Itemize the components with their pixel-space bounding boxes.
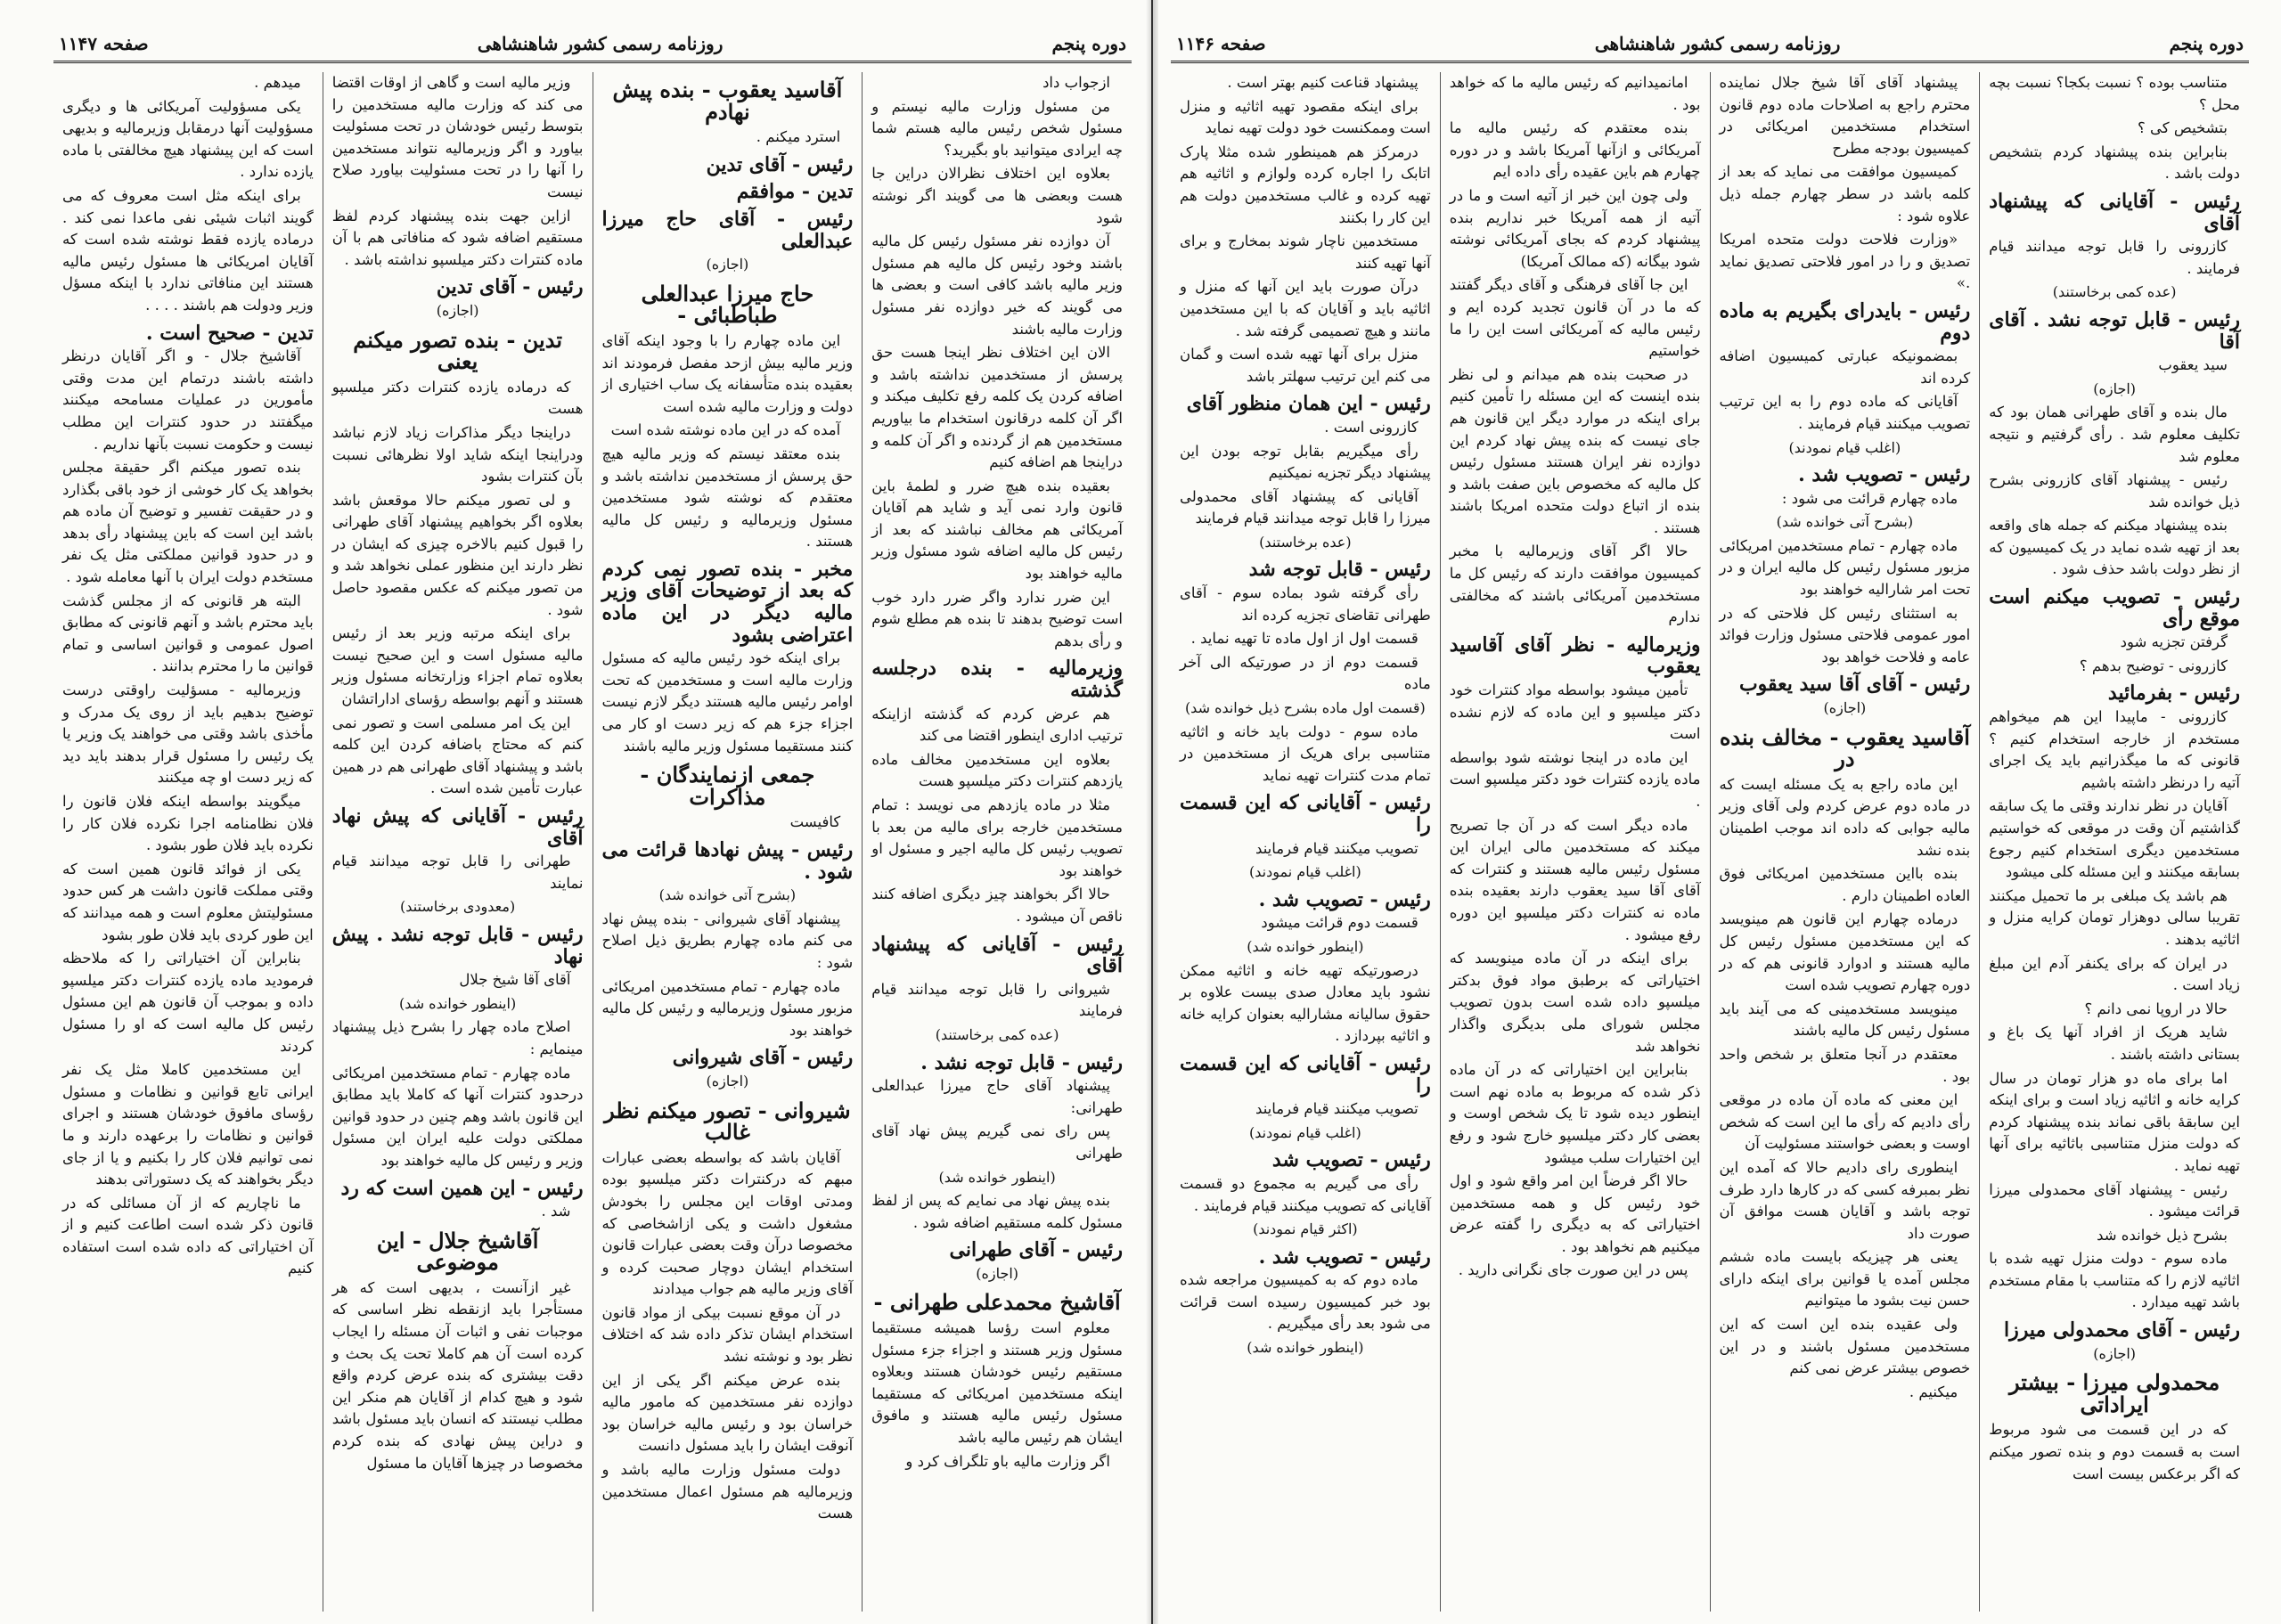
paragraph: منزل برای آنها تهیه شده است و گمان می کنم این ترتیب سهلتر باشد [1180,346,1431,385]
paragraph: البته هر قانونی که از مجلس گذشت باید محترم باشد و آنهم قانونی که مطابق اصول عمومی و قوانین اساسی و تمام قوانین ما را محترم بدانند . [62,592,314,675]
right-page-column [1440,72,1710,1612]
speaker-line: رئیس - قابل توجه نشد . آقای آقا [1989,307,2240,354]
paragraph: این ماده راجع به یک مسئله ایست که در ماده دوم عرض کردم ولی آقای وزیر مالیه جوابی که داده اند موجب اطمینان بنده نشد [1719,775,1971,859]
paragraph: هم باشد یک مبلغی بر ما تحمیل میکنند تقریبا سالی دوهزار تومان کرایه منزل و اثاثیه بدهند . [1989,886,2240,948]
speaker-heading: حاج میرزا عبدالعلی طباطبائی - [641,280,814,329]
speaker-line: رئیس - آقای طهرانی [949,1238,1123,1262]
speaker-line: رئیس - آقایانی که پیشنهاد آقای [1989,189,2240,235]
paragraph: میگویند بواسطه اینکه فلان قانون را فلان نظامنامه اجرا نکرده فلان کار را نکرده باید فلان طور بشود . [62,793,314,854]
paragraph: استرد میکنم . [756,128,841,146]
procedural-note: (اجازه) [706,1072,749,1089]
paragraph: بشرح ذیل خوانده شد [2097,1226,2228,1244]
paragraph: ولی عقیده بنده این است که این مستخدمین مسئول باشند و در این خصوص بیشتر عرض نمی کنم [1719,1316,1971,1377]
paragraph: کازرونی - ماپیدا این هم میخواهم مستخدم از خارجه استخدام کنیم ؟ قانونی که ما میگذرانیم باید یک اجرای آتیه را درنظر داشته باشیم [1989,708,2240,791]
paragraph: ماده دیگر است که در آن جا تصریح میکند که مستخدمین مالی ایران این مسئول رئیس مالیه هستند و کنترات که آقای آقا سید یعقوب دارند بعقیده بنده ماده نه کنترات دکتر میلسپو این دوره رفع میشود . [1449,816,1701,943]
paragraph: به استثنای رئیس کل فلاحتی که در امور عمومی فلاحتی مسئول وزارت فوائد عامه و فلاحت خواهد بود [1719,604,1971,665]
procedural-note: (اینطور خوانده شد) [399,994,517,1012]
speaker-line: وزیرمالیه - بنده درجلسه گذشته [871,657,1123,703]
right-page-number: صفحه ۱۱۴۶ [1176,33,1266,54]
paragraph: درماده چهارم این قانون هم مینویسد که این مستخدمین مسئول رئیس کل مالیه هستند و ادوارد قانونی هم که در دوره چهارم تصویب شده است [1719,910,1971,994]
right-running-header [1171,30,2249,63]
paragraph: کمیسیون موافقت می نماید که بعد از کلمه باشد در سطر چهارم جمله ذیل علاوه شود : [1719,163,1971,224]
procedural-note: (اغلب قیام نمودند) [1249,863,1361,881]
procedural-note: (اینطور خوانده شد) [938,1168,1056,1186]
paragraph: آمده که در این ماده نوشته شده است [610,421,841,439]
speaker-heading: شیروانی - تصور میکنم نظر غالب [604,1097,851,1146]
paragraph: بنده پیشنهاد میکنم که جمله های واقعه بعد از تهیه شده نماید در یک کمیسیون که از نظر دولت باشد حذف شود . [1989,517,2240,578]
procedural-note: (بشرح آتی خوانده شد) [1776,513,1914,531]
paragraph: تأمین میشود بواسطه مواد کنترات خود دکتر میلسپو و این ماده که لازم نشده است [1449,681,1701,743]
paragraph: ماده چهارم - تمام مستخدمین امریکائی مزبور مسئول رئیس کل مالیه ایران و در تحت امر شارالیه خواهند بود [1719,536,1971,599]
paragraph: پیشنهاد آقای شیروانی - بنده پیش نهاد می کنم ماده چهارم بطریق ذیل اصلاح شود : [601,910,854,971]
paragraph: هم عرض کردم که گذشته ازاینکه ترتیب اداری اینطور اقتضا می کند [871,705,1123,745]
paragraph: بتشخیص کی ؟ [2138,119,2228,137]
speaker-heading: محمدولی میرزا - بیشتر ایراداتی [2009,1369,2220,1417]
paragraph: در صحبت بنده هم میدانم و لی نظر بنده اینست که این مسئله را تأمین کنیم برای اینکه در موارد دیگر این قانون هم جای نیست که بنده پیش نهاد کردم این دوازده نفر ایران هستند مسئول رئیس کل مالیه که مخصوص باین صفت باشد و بنده از اتباع دولت متحده امریکا باشند هستند . [1449,365,1701,536]
speaker-line: رئیس - بایدرای بگیریم به ماده دوم [1719,298,1971,345]
paragraph: متناسب بوده ؟ نسبت بکجا؟ نسبت بچه محل ؟ [1989,74,2240,113]
paragraph: بنده بااین مستخدمین امریکائی فوق العاده اطمینان دارم . [1719,865,1971,904]
procedural-note: (اجازه) [436,301,479,319]
paragraph: معلوم است رؤسا همیشه مستقیما مسئول وزیر هستند و اجزاء جزء مسئول مستقیم رئیس خودشان هستند وبعلاوه اینکه مستخدمین امریکائی که مستقیما مسئول رئیس مالیه هستند و مافوق ایشان هم رئیس مالیه باشد [871,1319,1123,1447]
left-running-header [53,30,1132,63]
paragraph: رأی میگیریم بقابل توجه بودن این پیشنهاد دیگر تجزیه نمیکنیم [1180,442,1431,482]
paragraph: مال بنده و آقای طهرانی همان بود که تکلیف معلوم شد . رأی گرفتیم و نتیجه معلوم شد [1989,404,2240,465]
speaker-line: رئیس - پیش نهادها قرائت می شود . [601,838,854,884]
paragraph: مثلا در ماده یازدهم می نویسد : تمام مستخدمین خارجه برای مالیه من بعد با تصویب رئیس کل مالیه اجیر و مسئول او خواهند بود [871,796,1123,879]
paragraph: رئیس - پیشنهاد آقای کازرونی بشرح ذیل خوانده شد [1989,471,2240,510]
paragraph: برای اینکه مرتبه وزیر بعد از رئیس مالیه مسئول است و این صحیح نیست بعلاوه تمام اجزاء وزارتخانه مسئول وزیر هستند و آنهم بواسطه رؤسای اداراتشان [331,624,584,708]
procedural-note: (اغلب قیام نمودند) [1249,1123,1361,1141]
paragraph: برای اینکه مقصود تهیه اثاثیه و منزل است وممکنست خود دولت تهیه نماید [1180,97,1431,137]
right-journal-title: روزنامه رسمی کشور شاهنشاهی [1594,33,1841,54]
paragraph: این مستخدمین کاملا مثل یک نفر ایرانی تابع قوانین و نظامات و مسئول رؤسای مافوق خودشان هستند و اجرای قوانین و نظامات را برعهده دارند و ما نمی توانیم فلان کار را بکنیم و یا از جای دیگر بخواهند که یک دستوراتی بدهند [62,1061,314,1188]
paragraph: این ماده در اینجا نوشته شود بواسطه ماده یازده کنترات خود دکتر میلسپو است . [1449,748,1701,810]
left-page-column [323,72,593,1612]
paragraph: کازرونی - توضیح بدهم ؟ [2079,657,2228,674]
left-text-columns [53,72,1132,1612]
paragraph: برای اینکه خود رئیس مالیه که مسئول وزارت مالیه است و مستخدمین که تحت اوامر رئیس مالیه هستند دیگر لازم نیست اجزاء جزء هم که زیر دست او کار می کنند مستقیما مسئول وزیر مالیه باشند [601,649,854,755]
paragraph: ماده چهارم - تمام مستخدمین امریکائی درحدود کنترات آنها که کاملا باید مطابق این قانون باشد وهم چنین در حدود قوانین مملکتی دولت علیه ایران این مسئول وزیر و رئیس کل مالیه خواهند بود [331,1064,584,1169]
speaker-heading: آقاسید یعقوب - مخالف بنده در [1719,723,1970,772]
speaker-line: مخبر - بنده تصور نمی کردم که بعد از توضیحات آقای وزیر مالیه دیگر در این ماده اعتراضی بشود [601,557,854,647]
speaker-line: رئیس - آقای آقا سید یعقوب [1738,673,1971,697]
speaker-line: رئیس - قابل توجه نشد . پیش نهاد [331,922,584,968]
left-page-column [593,72,863,1612]
paragraph: ازجواب داد [1042,74,1110,91]
speaker-line: رئیس - این همین است که رد [340,1176,584,1200]
paragraph: ولی چون این خبر از آتیه است و ما در آتیه از همه آمریکا خبر نداریم بنده پیشنهاد کردم که بجای آمریکائی نوشته شود بیگانه (که ممالک آمریکا) [1449,186,1701,270]
paragraph: ماده سوم - دولت منزل تهیه شده با اثاثیه لازم را که متناسب با مقام مستخدم باشد تهیه میدارد . [1989,1250,2240,1311]
paragraph: اصلاح ماده چهار را بشرح ذیل پیشنهاد مینمایم : [331,1018,584,1057]
paragraph: بعلاوه این مستخدمین مخالف ماده یازدهم کنترات دکتر میلسپو هست [871,750,1123,790]
paragraph: بنابراین آن اختیاراتی را که ملاحظه فرمودید ماده یازده کنترات دکتر میلسپو داده و بموجب آن قانون هم این مسئول رئیس کل مالیه است که او را مسئول کردند [62,950,314,1055]
paragraph: آقاشیخ جلال - و اگر آقایان درنظر داشته باشند درتمام این مدت وقتی مأمورین در عملیات مسامحه میکنند میگفتند در حدود کنترات این مطلب نیست و حکومت نسبت بآنها نداریم . [62,347,314,453]
right-page [1151,0,2281,1624]
paragraph: رأی گرفته شود بماده سوم - آقای طهرانی تقاضای تجزیه کرده اند [1180,584,1431,624]
paragraph: قسمت دوم قرائت میشود [1261,914,1418,932]
paragraph: آقایان باشد که بواسطه بعضی عبارات مبهم که درکنترات دکتر میلسپو بوده ومدتی اوقات این مجلس را بخودش مشغول داشت و یکی ازاشخاصی که مخصوصا درآن وقت بعضی عبارات قانون استخدام ایشان دوچار صحبت کرده و آقای وزیر مالیه هم جواب میدادند [601,1148,854,1298]
paragraph: ما ناچاریم که از آن مسائلی که در قانون ذکر شده است اطاعت کنیم و از آن اختیاراتی که داده شده است استفاده کنیم [62,1194,314,1277]
paragraph: یکی از فوائد قانون همین است که وقتی مملکت قانون داشت هر کس حدود مسئولیتش معلوم است و همه میدانند که این طور کردی باید فلان طور بشود [62,860,314,943]
paragraph: الان این اختلاف نظر اینجا هست حق پرسش از مستخدمین نداشته باشد و اضافه کردن یک کلمه رفع تکلیف میکند و اگر آن کلمه درقانون استخدام ما بیاوریم مستخدمین هم از گردنده و اگر آن کلمه و دراینجا هم اضافه کنیم [871,344,1123,471]
paragraph: درمرکز هم همینطور شده مثلا پارک اتابک را اجاره کرده ولوازم و اثاثیه هم تهیه کرده و غالب مستخدمین دولت هم این کار را بکنند [1180,143,1431,226]
paragraph: اما برای ماه دو هزار تومان در سال کرایه خانه و اثاثیه زیاد است و برای اینکه این سابقهٔ باقی نماند بنده پیشنهاد کردم که دولت منزل متناسبی باثاثیه برای آنها تهیه نماید . [1989,1069,2240,1174]
paragraph: آن دوازده نفر مسئول رئیس کل مالیه باشند وخود رئیس کل مالیه هم مسئول وزیر مالیه باشد کافی است و بعضی ها می گویند که خیر دوازده نفر مسئول وزارت مالیه باشند [871,233,1123,338]
paragraph: ماده چهارم - تمام مستخدمین امریکائی مزبور مسئول وزیرمالیه و رئیس کل مالیه خواهند بود [601,977,854,1039]
paragraph: این یک امر مسلمی است و تصور نمی کنم که محتاج باضافه کردن این کلمه باشد و پیشنهاد آقای طهرانی هم در همین عبارت تأمین شده است . [331,714,584,797]
left-period: دوره پنجم [1051,33,1126,54]
paragraph: گرفتن تجزیه شود [2120,633,2228,651]
paragraph: در ایران که برای یکنفر آدم این مبلغ زیاد است . [1989,954,2240,994]
paragraph: این ضرر ندارد واگر ضرر دارد خوب است توضیح بدهند تا بنده هم مطلع شوم و رأی بدهم [871,588,1123,649]
paragraph: بنابراین بنده پیشنهاد کردم بتشخیص دولت باشد . [1989,143,2240,183]
speaker-line: رئیس - تصویب شد [1271,1148,1431,1172]
right-page-column [1710,72,1980,1612]
speaker-line: رئیس - تصویب شد . [1798,463,1971,487]
paragraph: شاید هریک از افراد آنها یک باغ و بستانی داشته باشند . [1989,1024,2240,1063]
procedural-note: (اجازه) [1823,699,1867,717]
paragraph: مینویسد مستخدمینی که می آیند باید مسئول رئیس کل مالیه باشند [1719,1000,1971,1040]
paragraph: کافیست [789,813,841,831]
procedural-note: (بشرح آتی خوانده شد) [658,886,797,904]
paragraph: بنده پیش نهاد می نمایم که پس از لفظ مسئول کلمه مستقیم اضافه شود . [871,1192,1123,1231]
procedural-note: (عده برخاستند) [1259,533,1352,551]
paragraph: حالا اگر بخواهند چیز دیگری اضافه کنند ناقص آن میشود . [871,885,1123,925]
speaker-line: رئیس - آقایانی که پیشنهاد آقای [871,932,1123,978]
speaker-line: رئیس - آقایانی که پیش نهاد آقای [331,804,584,850]
paragraph: ازاین جهت بنده پیشنهاد کردم لفظ مستقیم اضافه شود که منافاتی هم با آن ماده کنترات دکتر میلسپو نداشته باشد . [331,207,584,268]
paragraph: بنده معتقد نیستم که وزیر مالیه هیچ حق پرسش از مستخدمین نداشته باشد و معتقدم که نوشته شود مستخدمین مسئول وزیرمالیه و رئیس کل مالیه هستند . [601,445,854,551]
right-text-columns [1171,72,2249,1612]
paragraph: غیر ازآنست ، بدیهی است که هر مستأجرا باید ازنقطه نظر اساسی که موجبات نفی و اثبات آن مسئله را ایجاب کرده است آن هم کاملا تحت یک بحث و دقت بیشتری که بنده عرض کردم واقع شود و هیچ کدام از آقایان هم منکر این مطلب نیستند که انسان باید مسئول باشد و دراین پیش نهادی که بنده کردم مخصوصا در چیزها آقایان ما مسئول [331,1278,584,1472]
left-journal-title: روزنامه رسمی کشور شاهنشاهی [477,33,724,54]
paragraph: ماده سوم - دولت باید خانه و اثاثیه متناسبی برای هریک از مستخدمین در تمام مدت کنترات تهیه نماید [1180,722,1431,784]
procedural-note: (اجازه) [976,1264,1019,1282]
paragraph: آقایان در نظر ندارند وقتی ما یک سابقه گذاشتیم آن وقت در موقعی که خواستیم مستخدمین دیگری استخدام کنیم رجوع بسابقه میکنند و این مسئله کلی میشود [1989,797,2240,881]
speaker-line: رئیس - این همان منظور آقای [1186,392,1431,416]
paragraph: بعلاوه این اختلاف نظرالان دراین جا هست وبعضی ها می گویند اگر نوشته شود [871,165,1123,226]
speaker-line: رئیس - آقایانی که این قسمت را [1180,791,1431,836]
paragraph: آقایانی که پیشنهاد آقای محمدولی میرزا را قابل توجه میدانند قیام فرمایند [1180,487,1431,527]
procedural-note: (اینطور خوانده شد) [1247,1339,1364,1357]
paragraph: بنده معتقدم که رئیس مالیه ما آمریکائی و ازآنها آمریکا باشد و در دوره چهارم هم باین عقیده رأی داده ایم [1449,119,1701,181]
paragraph: پیشنهاد آقای آقا شیخ جلال نماینده محترم راجع به اصلاحات ماده دوم قانون استخدام مستخدمین امریکائی در کمیسیون بودجه مطرح [1719,74,1971,157]
paragraph: رئیس - پیشنهاد آقای محمدولی میرزا قرائت میشود . [1989,1180,2240,1220]
paragraph: شیروانی را قابل توجه میدانند قیام فرمایند [871,980,1123,1020]
procedural-note: (قسمت اول ماده بشرح ذیل خوانده شد) [1184,699,1426,717]
paragraph: حالا اگر آقای وزیرمالیه با مخبر کمیسیون موافقت دارند که رئیس کل ما مستخدمین آمریکائی باشند که مخالفتی ندارم [1449,543,1701,626]
paragraph: معتقدم در آنجا متعلق بر شخص واحد بود . [1719,1045,1971,1085]
paragraph: پس در این صورت جای نگرانی دارید . [1458,1261,1688,1279]
paragraph: کازرونی را قابل توجه میدانند قیام فرمایند . [1989,238,2240,277]
right-page-column [1979,72,2249,1612]
paragraph: وزیر مالیه است و گاهی از اوقات اقتضا می کند که وزارت مالیه مستخدمین را بتوسط رئیس خودشان در تحت مسئولیت بیاورد و اگر وزیرمالیه نتواند مستخدمین را آنها را در تحت مسئولیت بیاورد صلاح نیست [331,74,584,200]
left-page-number: صفحه ۱۱۴۷ [59,33,149,54]
procedural-note: (اجازه) [2093,379,2137,397]
procedural-note: (معدودی برخاستند) [400,898,516,916]
paragraph: مستخدمین ناچار شوند بمخارج و برای آنها تهیه کنند [1180,233,1431,272]
procedural-note: (اجازه) [706,256,749,273]
paragraph: بمضمونیکه عبارتی کمیسیون اضافه کرده اند [1719,347,1971,387]
paragraph: «وزارت فلاحت دولت متحده امریکا تصدیق و را در امور فلاحتی تصدیق نماید .» [1719,231,1971,292]
paragraph: من مسئول وزارت مالیه نیستم و مسئول شخص رئیس مالیه هستم شما چه ایرادی میتوانید باو بگیرید؟ [871,97,1123,159]
speaker-heading: تدین - بنده تصور میکنم یعنی [353,326,562,375]
paragraph: دراینجا دیگر مذاکرات زیاد لازم نباشد ودراینجا اینکه شاید اولا نظرهائی نسبت بآن کنترات بشود [331,423,584,486]
speaker-line: وزیرمالیه - نظر آقای آقاسید یعقوب [1449,632,1701,679]
paragraph: قسمت دوم از در صورتیکه الی آخر ماده [1180,653,1431,693]
procedural-note: (عده کمی برخاستند) [2052,283,2177,301]
paragraph: اگر وزارت مالیه باو تلگراف کرد و [905,1452,1110,1470]
paragraph: میدهم . [254,74,301,91]
procedural-note: (عده کمی برخاستند) [935,1025,1059,1043]
paragraph: پس رای نمی گیریم پیش نهاد آقای طهرانی [871,1122,1123,1162]
paragraph: امانمیدانیم که رئیس مالیه ما که خواهد بود . [1449,74,1701,113]
right-page-column [1171,72,1440,1612]
paragraph: میکنیم . [1909,1383,1958,1400]
paragraph: کازرونی است . [1324,418,1418,436]
speaker-line: رئیس - قابل توجه شد [1248,558,1431,582]
speaker-line: رئیس - آقای حاج میرزا عبدالعلی [601,207,854,253]
paragraph: برای اینکه مثل است معروف که می گویند اثبات شیئی نفی ماعدا نمی کند . درماده یازده فقط نوشته شده است که آقایان امریکائی ها مسئول رئیس مالیه هستند این منافاتی ندارد با اینکه مسؤل وزیر ودولت هم باشند . . . . [62,186,314,314]
speaker-line: رئیس - آقای شیروانی [672,1046,854,1070]
speaker-line: تدین - موافقم [736,180,854,204]
paragraph: تصویب میکنند قیام فرمایند [1255,839,1418,857]
paragraph: آقایانی که ماده دوم را به این ترتیب تصویب میکنند قیام فرمایند . [1719,393,1971,432]
paragraph: که در این قسمت می شود مربوط است به قسمت دوم و بنده تصور میکنم که اگر برعکس بیست است [1989,1421,2240,1482]
paragraph: بنده تصور میکنم اگر حقیقة مجلس بخواهد یک کار خوشی از خود باقی بگذارد و در حقیقت تفسیر و توضیح آن ماده هم باشد این است که باین پیشنهاد رأی بدهد و در حدود قوانین مملکتی مثل یک نفر مستخدم دولت ایران با آنها معامله شود . [62,459,314,586]
speaker-line: رئیس - تصویب شد . [1258,1245,1431,1269]
speaker-heading: آقاشیخ محمدعلی طهرانی - [873,1289,1121,1316]
paragraph: ماده دوم که به کمیسیون مراجعه شده بود خبر کمیسیون رسیده است قرائت می شود بعد رأی میگیریم . [1180,1271,1431,1333]
paragraph: درآن صورت باید این آنها که منزل و اثاثیه باید و آقایان که با این مستخدمین مانند و هیچ تصمیمی گرفته شد . [1180,278,1431,339]
paragraph: قسمت اول از اول ماده تا تهیه نماید . [1190,630,1418,648]
paragraph: این جا آقای فرهنگی و آقای دیگر گفتند که ما در آن قانون تجدید کرده ایم و رئیس مالیه که آمریکائی است این را ما خواستیم [1449,276,1701,360]
paragraph: وزیرمالیه - مسؤلیت راوقتی درست توضیح بدهیم باید از روی یک مدرک و مأخذی باشد وقتی می خواهند یک وزیر یا یک رئیس را مسئول قرار بدهند باید دید که زیر دست او چه میکنند [62,681,314,787]
procedural-note: (اینطور خوانده شد) [1247,937,1364,955]
paragraph: در آن موقع نسبت بیکی از مواد قانون استخدام ایشان تذکر داده شد که اختلاف نظر بود و نوشته نشد [601,1303,854,1366]
speaker-heading: آقاشیخ جلال - این موضوعی [376,1227,539,1276]
paragraph: پیشنهاد آقای حاج میرزا عبدالعلی طهرانی: [871,1077,1123,1116]
paragraph: شد . [541,1203,571,1220]
paragraph: این معنی که ماده آن ماده در موقعی رأی دادیم که رأی ما این است که شخص اوست و بعضی خواستند مسئولیت آن [1719,1091,1971,1153]
paragraph: سید یعقوب [2158,356,2228,374]
speaker-line: رئیس - آقای تدین [706,152,854,176]
paragraph: بنابراین این اختیاراتی که در آن ماده ذکر شده که مربوط به ماده نهم است اینطور دیده شود تا یک شخص اوست و بعضی کار دکتر میلسپو خارج شود و رفع این اختیارات سلب میشود [1449,1061,1701,1166]
procedural-note: (اجازه) [2093,1344,2137,1362]
paragraph: بعقیده بنده هیچ ضرر و لطمهٔ باین قانون وارد نمی آید و شاید هم آقایان آمریکائی هم مخالف نباشند که بعد از رئیس کل مالیه اضافه شود مسئول وزیر مالیه خواهند بود [871,477,1123,583]
speaker-heading: آقاسید یعقوب - بنده پیش نهادم [612,77,843,125]
paragraph: برای اینکه در آن ماده مینویسد که اختیاراتی که برطبق مواد فوق بدکتر میلسپو داده شده است بدون تصویب مجلس شورای ملی بدیگری واگذار نخواهد شد [1449,950,1701,1055]
paragraph: این ماده چهارم را با وجود اینکه آقای وزیر مالیه بیش ازحد مفصل فرمودند اند بعقیده بنده متأسفانه یک ساب اختیاری از دولت و وزارت مالیه شده است [601,331,854,415]
right-period: دوره پنجم [2169,33,2244,54]
speaker-heading: جمعی ازنمایندگان - مذاکرات [640,762,815,810]
paragraph: درصورتیکه تهیه خانه و اثاثیه ممکن نشود باید معادل صدی بیست علاوه بر حقوق سالیانه مشارالیه بعنوان کرایه خانه و اثاثیه بپردازد . [1180,961,1431,1045]
paragraph: آقای آقا شیخ جلال [459,971,571,989]
paragraph: دولت مسئول وزارت مالیه باشد و وزیرمالیه هم مسئول اعمال مستخدمین هست [601,1461,854,1522]
paragraph: حالا در اروپا نمی دانم ؟ [2084,1000,2228,1017]
paragraph: که درماده یازده کنترات دکتر میلسپو هست [331,378,584,418]
paragraph: حالا اگر فرضاً این امر واقع شود و اول خود رئیس کل و همه مستخدمین اختیاراتی که به دیگری را گفته عرض میکنیم هم نخواهد بود . [1449,1172,1701,1255]
paragraph: ماده چهارم قرائت می شود : [1781,489,1958,507]
left-page-column [862,72,1132,1612]
speaker-line: رئیس - تصویب شد . [1258,887,1431,911]
paragraph: یعنی هر چیزیکه بایست ماده ششم مجلس آمده یا قوانین برای اینکه دارای حسن نیت بشود ما میتوانیم [1719,1248,1971,1310]
speaker-line: رئیس - آقای تدین [436,275,584,299]
procedural-note: (اغلب قیام نمودند) [1788,438,1901,456]
paragraph: اینطوری رای دادیم حالا که آمده این نظر بمبرفه کسی که در کارها دارد طرف توجه باشد و آقایان هست موافق آن صورت داد [1719,1158,1971,1242]
paragraph: بنده عرض میکنم اگر یکی از این دوازده نفر مستخدمین که مامور مالیه خراسان بود و رئیس مالیه خراسان بود آنوقت ایشان را باید مسئول دانست [601,1371,854,1455]
speaker-line: رئیس - قابل توجه نشد . [920,1050,1123,1074]
procedural-note: (اکثر قیام نمودند) [1253,1220,1358,1238]
paragraph: یکی مسؤولیت آمریکائی ها و دیگری مسؤولیت آنها درمقابل وزیرمالیه و بدیهی است که این پیشنهاد هیچ مخالفتی با ماده یازده ندارد . [62,97,314,181]
speaker-line: رئیس - تصویب میکنم است موقع رأی [1989,585,2240,631]
speaker-line: رئیس - آقایانی که این قسمت را [1180,1051,1431,1098]
paragraph: تصویب میکنند قیام فرمایند [1255,1100,1418,1118]
speaker-line: تدین - صحیح است . [145,321,314,345]
paragraph: رأی می گیریم به مجموع دو قسمت آقایانی که تصویب میکنند قیام فرمایند . [1180,1174,1431,1214]
paragraph: پیشنهاد قناعت کنیم بهتر است . [1227,74,1418,91]
speaker-line: رئیس - بفرمائید [2107,681,2240,706]
paragraph: طهرانی را قابل توجه میدانند قیام نمایند [331,853,584,892]
speaker-line: رئیس - آقای محمدولی میرزا [2004,1318,2240,1342]
left-page-column [53,72,323,1612]
paragraph: و لی تصور میکنم حالا موقعش باشد بعلاوه اگر بخواهیم پیشنهاد آقای طهرانی را قبول کنیم بالاخره چیزی که ایشان در نظر دارند این منظور عملی نخواهد شد و من تصور میکنم که عکس مقصود حاصل شود . [331,491,584,618]
